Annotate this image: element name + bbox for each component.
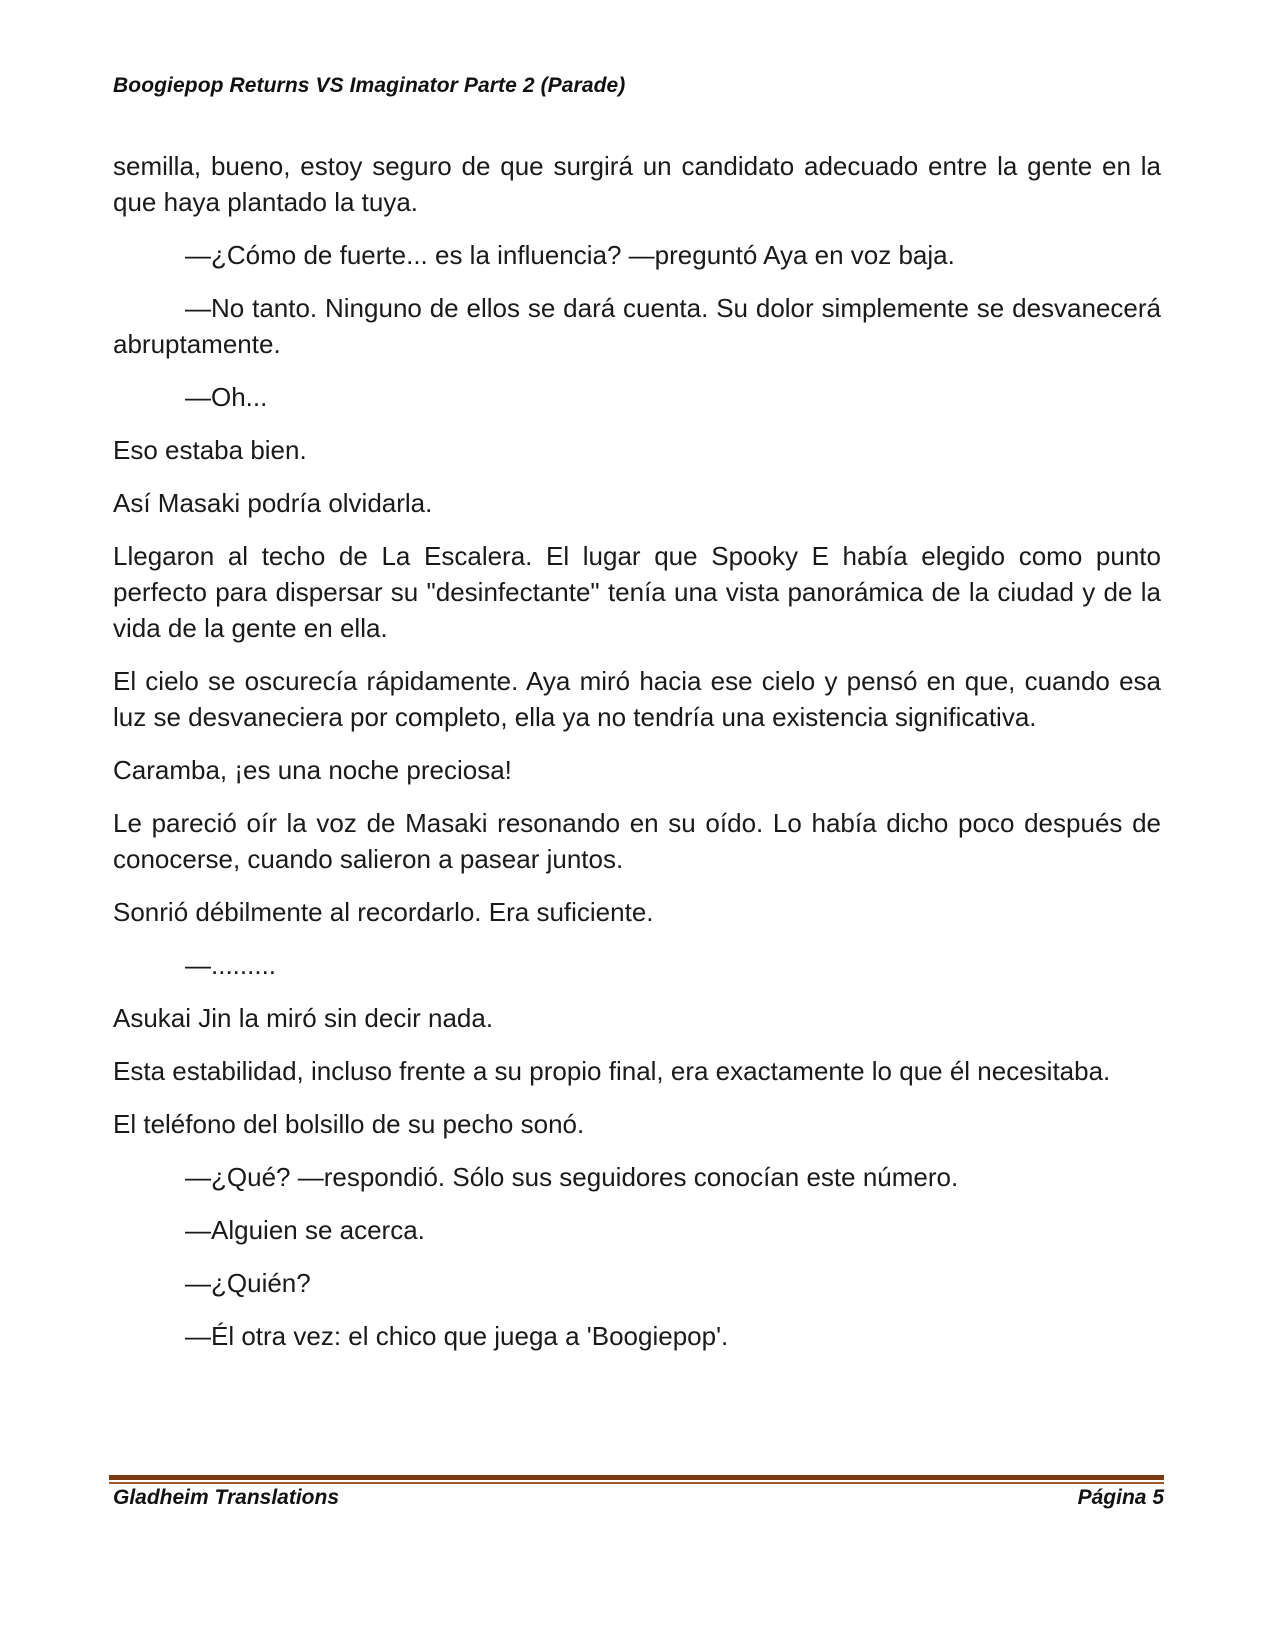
dialogue-paragraph: —Alguien se acerca. [185, 1215, 425, 1245]
dialogue-paragraph: —¿Cómo de fuerte... es la influencia? —preguntó Aya en voz baja. [185, 240, 955, 270]
paragraph: Le pareció oír la voz de Masaki resonando en su oído. Lo había dicho poco después de conocerse, cuando salieron a pasear juntos. [113, 808, 1161, 874]
paragraph: El teléfono del bolsillo de su pecho sonó. [113, 1109, 585, 1139]
paragraph: Caramba, ¡es una noche preciosa! [113, 755, 512, 785]
document-body [113, 148, 1161, 1371]
dialogue-paragraph: —Él otra vez: el chico que juega a 'Boogiepop'. [185, 1321, 729, 1351]
dialogue-paragraph: —Oh... [185, 382, 268, 412]
page-header-title: Boogiepop Returns VS Imaginator Parte 2 (Parade) [113, 74, 626, 97]
paragraph: Así Masaki podría olvidarla. [113, 488, 433, 518]
dialogue-paragraph: —¿Qué? —respondió. Sólo sus seguidores conocían este número. [185, 1162, 959, 1192]
footer-divider [109, 1475, 1164, 1484]
dialogue-paragraph: —......... [185, 950, 277, 980]
dialogue-paragraph: —No tanto. Ninguno de ellos se dará cuenta. Su dolor simplemente se desvanecerá abruptamente. [113, 293, 1161, 359]
paragraph: Sonrió débilmente al recordarlo. Era suficiente. [113, 897, 654, 927]
dialogue-paragraph: —¿Quién? [185, 1268, 311, 1298]
paragraph: Llegaron al techo de La Escalera. El lugar que Spooky E había elegido como punto perfecto para dispersar su "desinfectante" tenía una vista panorámica de la ciudad y de la vida de la gente en ella. [113, 541, 1161, 643]
paragraph: Esta estabilidad, incluso frente a su propio final, era exactamente lo que él necesitaba. [113, 1056, 1111, 1086]
paragraph: Asukai Jin la miró sin decir nada. [113, 1003, 494, 1033]
footer-divider-thick [109, 1475, 1164, 1480]
paragraph: Eso estaba bien. [113, 435, 307, 465]
paragraph: El cielo se oscurecía rápidamente. Aya miró hacia ese cielo y pensó en que, cuando esa luz se desvaneciera por completo, ella ya no tendría una existencia significativa. [113, 666, 1161, 732]
paragraph: semilla, bueno, estoy seguro de que surgirá un candidato adecuado entre la gente en la que haya plantado la tuya. [113, 151, 1161, 217]
footer-credit: Gladheim Translations [113, 1486, 340, 1509]
footer-divider-thin [109, 1482, 1164, 1484]
page-number: Página 5 [1077, 1486, 1164, 1509]
